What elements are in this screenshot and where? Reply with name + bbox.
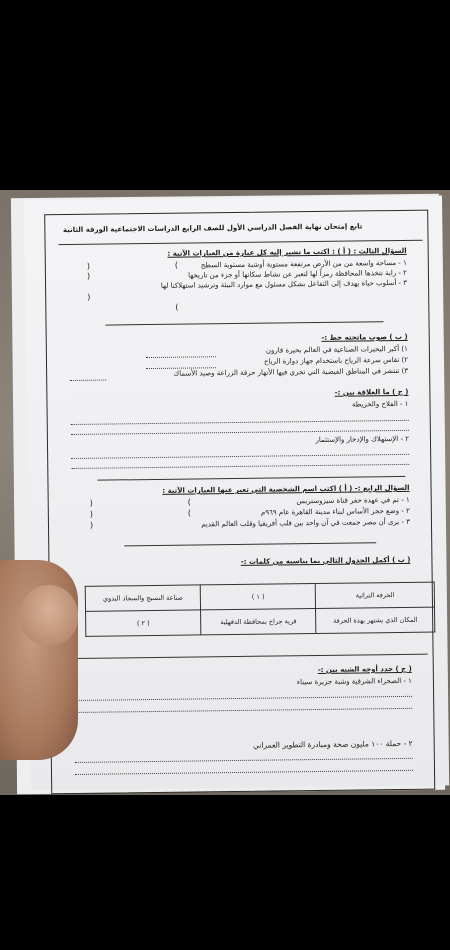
q4c-heading: ( ج ) حدد أوجه الشبه بين :- [317,664,412,674]
table-row [86,607,435,636]
q3-item-2: ٢ - راية تتخذها المحافظة رمزاً لها لتعبر عن نشاط سكانها أو جزء من تاريخها [188,268,407,280]
answer-paren: ) [175,302,179,312]
q3b-item-2: ٢) تقاس سرعة الرياح باستخدام جهاز دوارة الرياح [263,355,409,366]
thumb [20,585,78,645]
table-cell: الحرفة التراثية [316,582,435,608]
table-cell: ( ١ ) [200,584,315,610]
exam-sheet [24,195,449,790]
exam-title: تابع إمتحان نهاية الفصل الدراسي الأول للصف الرابع الدراسات الاجتماعية الورقة الثانية [62,222,363,235]
q3-item-1: ١ - مساحة واسعة من من الأرض مرتفعة مستوية أوشبة مستوية السطح [200,258,407,270]
q4c-item-2: ٢ - حملة ١٠٠ مليون صحة ومبادرة التطوير العمراني [253,738,413,750]
q4-item-3: ٣ - يرى أن مصر جمعت في آن واحد بين قلب أفريقيا وقلب العالم القديم [201,517,411,529]
answer-paren: ( [86,261,91,271]
q4b-heading: ( ب ) أكمل الجدول التالي بما يناسبه من كلمات :- [240,555,411,566]
answer-paren: ( [89,509,94,519]
q3b-item-3: ٣) تنتشر في المناطق الفيضية التي تجري فيها الأنهار حرفة الزراعة وصيد الأسماك [173,366,409,378]
q4-heading: السؤال الرابع :- ( أ ) اكتب اسم الشخصية التي تعبر عنها العبارات الآتية : [162,483,410,495]
answer-paren: ) [187,508,192,518]
q3c-item-1: ١ - الفلاح والخريطة [351,399,409,409]
answer-paren: ( [86,271,91,281]
q4-item-1: ١ - تم في عهدة حفر قناة سيزوستريس [296,495,410,506]
answer-paren: ) [187,497,191,507]
q3c-heading: ( ج ) ما العلاقة بين :- [334,387,409,397]
table-cell: صناعة النسيج والسجاد البدوي [85,585,200,611]
table-cell: قرية جراح بمحافظة الدقهلية [201,609,316,635]
crafts-table [85,582,436,637]
q3c-item-2: ٢ - الإستهلاك والإدخار والإستثمار [315,434,410,445]
table-cell: المكان الذي يشتهر بهذة الحرفة [316,607,435,633]
q3-heading: السؤال الثالث : ( أ ) : اكتب ما تشير إليه كل عبارة من العبارات الآتية : [167,246,407,258]
q4c-item-1: ١ - الصحراء الشرقية وشبة جزيرة سيناء [296,676,412,687]
table-cell: ( ٢ ) [86,610,201,636]
answer-paren: ( [87,292,91,302]
answer-paren: ( [89,520,94,530]
q3b-item-1: ١) أكبر البحيرات الصناعية في العالم بحيرة قارون [265,344,408,355]
q3-item-3: ٣ - أسلوب حياة يهدف إلى التفاعل بشكل مسئول مع موارد البيئة وترشيد استهلاكنا لها [160,278,408,290]
q3b-heading: ( ب ) صوب ماتحته خط :- [321,332,408,342]
answer-paren: ) [174,260,178,270]
q4-item-2: ٢ - وضع حجر الأساس لبناء مدينة القاهرة عام ٩٦٩م [260,506,410,517]
answer-paren: ( [89,498,93,508]
